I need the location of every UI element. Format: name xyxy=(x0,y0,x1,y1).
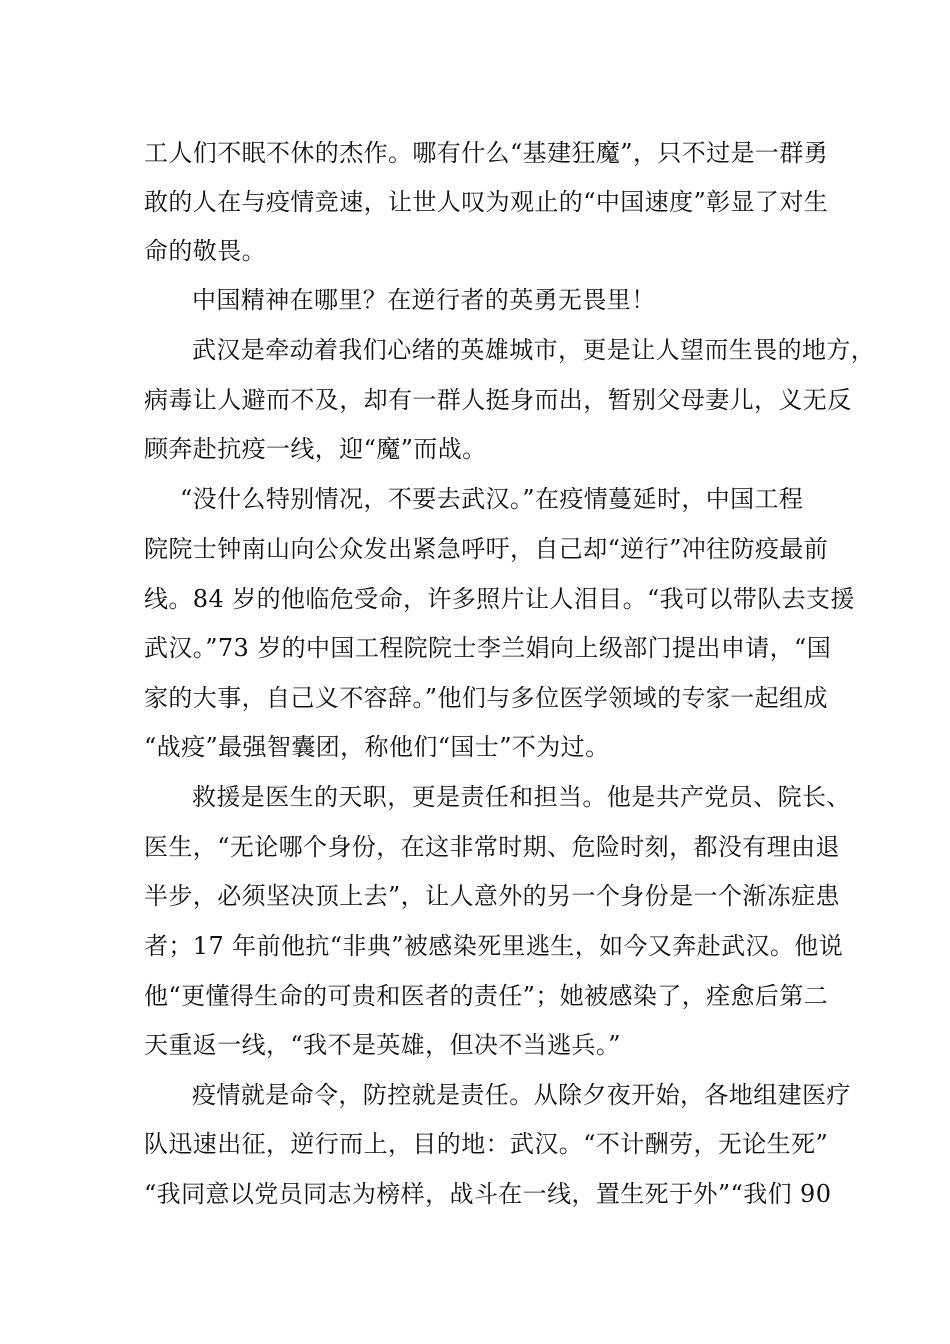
p5-line-4: 者；17 年前他抗“非典”被感染死里逃生，如今又奔赴武汉。他说 xyxy=(144,932,844,960)
p6-line-2: 队迅速出征，逆行而上，目的地：武汉。“不计酬劳，无论生死” xyxy=(144,1130,829,1158)
p5-line-1: 救援是医生的天职，更是责任和担当。他是共产党员、院长、 xyxy=(192,783,851,811)
p5-line-2: 医生，“无论哪个身份，在这非常时期、危险时刻，都没有理由退 xyxy=(144,833,840,861)
p1-line-2: 敢的人在与疫情竞速，让世人叹为观止的“中国速度”彰显了对生 xyxy=(144,188,829,216)
p1-line-1: 工人们不眠不休的杰作。哪有什么“基建狂魔”，只不过是一群勇 xyxy=(144,139,829,167)
p1-line-3: 命的敬畏。 xyxy=(144,237,266,265)
p4-line-2: 院院士钟南山向公众发出紧急呼吁，自己却“逆行”冲往防疫最前 xyxy=(144,535,829,563)
p4-line-1: “没什么特别情况，不要去武汉。”在疫情蔓延时，中国工程 xyxy=(180,485,804,513)
p6-line-1: 疫情就是命令，防控就是责任。从除夕夜开始，各地组建医疗 xyxy=(192,1081,851,1109)
p4-line-5: 家的大事，自己义不容辞。”他们与多位医学领域的专家一起组成 xyxy=(144,684,828,712)
p3-line-1: 武汉是牵动着我们心绪的英雄城市，更是让人望而生畏的地方， xyxy=(192,336,876,364)
p5-line-6: 天重返一线，“我不是英雄，但决不当逃兵。” xyxy=(144,1031,621,1059)
p5-line-5: 他“更懂得生命的可贵和医者的责任”；她被感染了，痊愈后第二 xyxy=(144,982,829,1010)
p2-line-1: 中国精神在哪里？在逆行者的英勇无畏里！ xyxy=(192,286,656,314)
p3-line-2: 病毒让人避而不及，却有一群人挺身而出，暂别父母妻儿，义无反 xyxy=(144,386,852,414)
p4-line-3: 线。84 岁的他临危受命，许多照片让人泪目。“我可以带队去支援 xyxy=(144,585,855,613)
p6-line-3: “我同意以党员同志为榜样，战斗在一线，置生死于外”“我们 90 xyxy=(144,1180,832,1208)
p3-line-3: 顾奔赴抗疫一线，迎“魔”而战。 xyxy=(144,435,487,463)
p4-line-4: 武汉。”73 岁的中国工程院院士李兰娟向上级部门提出申请，“国 xyxy=(144,634,832,662)
p4-line-6: “战疫”最强智囊团，称他们“国士”不为过。 xyxy=(144,733,610,761)
p5-line-3: 半步，必须坚决顶上去”，让人意外的另一个身份是一个渐冻症患 xyxy=(144,882,840,910)
